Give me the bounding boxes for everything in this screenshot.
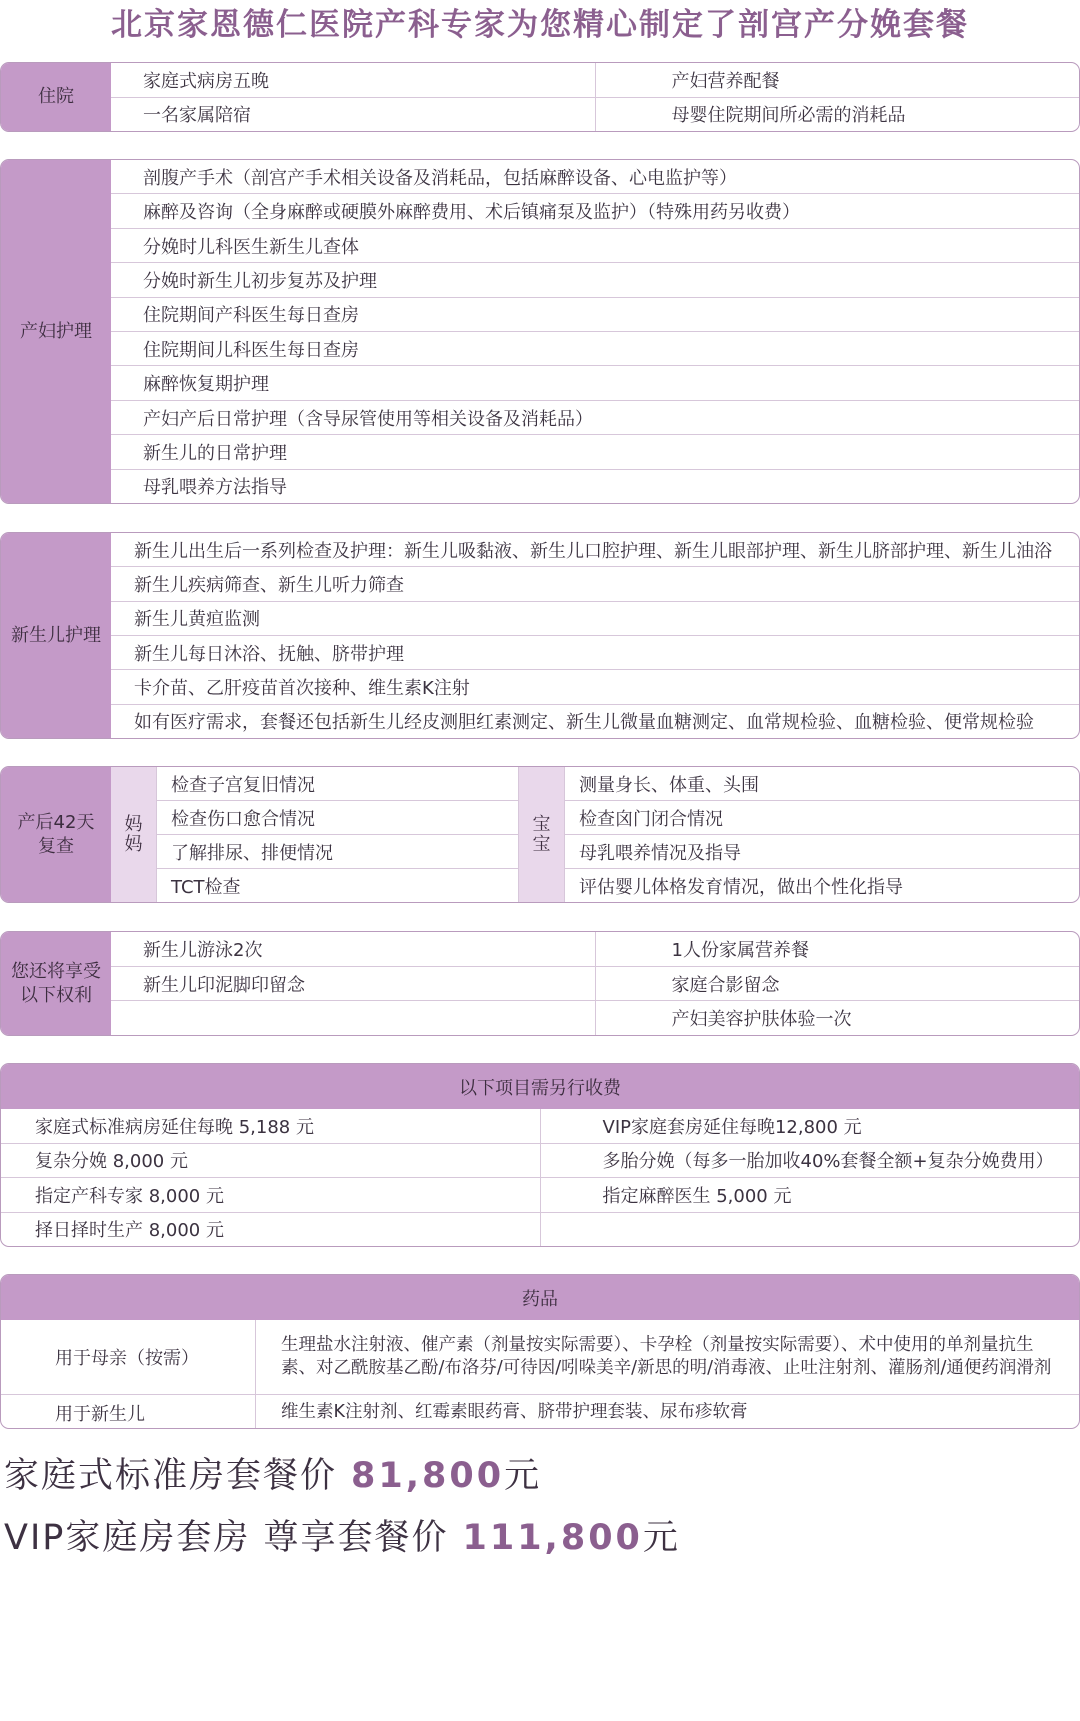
newborn-care-item: 新生儿每日沐浴、抚触、脐带护理 [111,636,1079,670]
vip-package-price [4,1510,680,1560]
hospital-stay-item: 母婴住院期间所必需的消耗品 [671,105,906,127]
maternal-care-item: 母乳喂养方法指导 [143,477,287,499]
medicine-row [1,1395,1079,1429]
vip-price-label: VIP家庭房套房 尊享套餐价 [4,1518,449,1558]
benefit-item: 家庭合影留念 [596,967,1080,1002]
postpartum-checkup-label-line2: 复查 [38,835,74,857]
extra-fee-item [541,1213,1080,1247]
extra-fees-section [0,1063,1080,1247]
standard-price-unit: 元 [504,1456,542,1496]
medicine-row-label: 用于母亲（按需） [1,1320,256,1394]
maternal-care-label: 产妇护理 [1,160,111,503]
medicine-row [1,1320,1079,1395]
newborn-care-item: 卡介苗、乙肝疫苗首次接种、维生素K注射 [111,670,1079,704]
vip-price-value: 111,800 [462,1518,643,1558]
newborn-care-label: 新生儿护理 [1,533,111,738]
extra-fees-header: 以下项目需另行收费 [1,1064,1079,1109]
benefits-label-line1: 您还将享受 [11,960,101,982]
maternal-care-item: 分娩时儿科医生新生儿查体 [111,229,1079,263]
standard-price-label: 家庭式标准房套餐价 [4,1456,338,1496]
benefit-item: 产妇美容护肤体验一次 [671,1009,852,1031]
benefits-section [0,931,1080,1036]
newborn-care-section [0,532,1080,739]
baby-checkup-item: 评估婴儿体格发育情况，做出个性化指导 [579,876,903,898]
extra-fee-item: 家庭式标准病房延住每晚 5,188 元 [1,1109,540,1144]
newborn-care-item: 新生儿疾病筛查、新生儿听力筛查 [111,567,1079,601]
baby-checkup-item: 检查囟门闭合情况 [565,801,1079,835]
mother-checkup-item: 了解排尿、排便情况 [157,835,518,869]
maternal-care-item: 剖腹产手术（剖宫产手术相关设备及消耗品，包括麻醉设备、心电监护等） [111,160,1079,194]
mother-checkup-item: 检查子宫复旧情况 [157,767,518,801]
page-title: 北京家恩德仁医院产科专家为您精心制定了剖宫产分娩套餐 [111,7,969,43]
hospital-stay-section [0,62,1080,132]
benefits-label [1,932,111,1035]
maternal-care-item: 产妇产后日常护理（含导尿管使用等相关设备及消耗品） [111,401,1079,435]
standard-price-value: 81,800 [351,1456,505,1496]
maternal-care-item: 分娩时新生儿初步复苏及护理 [111,263,1079,297]
hospital-stay-item: 一名家属陪宿 [143,105,251,127]
vip-price-unit: 元 [642,1518,680,1558]
benefit-item [111,1001,595,1035]
newborn-care-item: 新生儿黄疸监测 [111,602,1079,636]
hospital-stay-item: 产妇营养配餐 [596,63,1080,98]
benefits-label-line2: 以下权利 [20,984,92,1006]
standard-package-price [4,1448,541,1498]
hospital-stay-label: 住院 [1,63,111,131]
postpartum-checkup-section [0,766,1080,903]
hospital-stay-item: 家庭式病房五晚 [111,63,595,98]
benefit-item: 新生儿印泥脚印留念 [111,967,595,1002]
baby-checkup-item: 测量身长、体重、头围 [565,767,1079,801]
newborn-care-item: 新生儿出生后一系列检查及护理：新生儿吸黏液、新生儿口腔护理、新生儿眼部护理、新生儿脐部护理、新生儿油浴 [111,533,1079,567]
extra-fee-item: 多胎分娩（每多一胎加收40%套餐全额+复杂分娩费用） [541,1144,1080,1179]
extra-fee-item: 指定产科专家 8,000 元 [1,1178,540,1213]
benefit-item: 新生儿游泳2次 [111,932,595,967]
maternal-care-item: 住院期间产科医生每日查房 [111,298,1079,332]
medicine-row-label: 用于新生儿 [1,1395,256,1429]
mother-checkup-item: TCT检查 [171,876,241,898]
newborn-care-item: 如有医疗需求，套餐还包括新生儿经皮测胆红素测定、新生儿微量血糖测定、血常规检验、血糖检验、便常规检验 [134,712,1034,734]
medicine-section [0,1274,1080,1429]
medicine-row-value: 维生素K注射剂、红霉素眼药膏、脐带护理套装、尿布疹软膏 [281,1401,748,1422]
mother-label-text: 妈妈 [124,813,143,855]
baby-label-text: 宝宝 [532,813,551,855]
benefit-item: 1人份家属营养餐 [596,932,1080,967]
postpartum-checkup-label [1,767,111,902]
baby-checkup-group [519,767,1079,902]
extra-fee-item: VIP家庭套房延住每晚12,800 元 [541,1109,1080,1144]
maternal-care-item: 新生儿的日常护理 [111,435,1079,469]
maternal-care-item: 麻醉及咨询（全身麻醉或硬膜外麻醉费用、术后镇痛泵及监护）（特殊用药另收费） [111,194,1079,228]
maternal-care-item: 住院期间儿科医生每日查房 [111,332,1079,366]
medicine-header: 药品 [1,1275,1079,1320]
maternal-care-section [0,159,1080,504]
baby-checkup-item: 母乳喂养情况及指导 [565,835,1079,869]
extra-fee-item: 复杂分娩 8,000 元 [1,1144,540,1179]
postpartum-checkup-label-line1: 产后42天 [17,811,95,833]
mother-checkup-item: 检查伤口愈合情况 [157,801,518,835]
baby-label [519,767,565,902]
extra-fee-item: 指定麻醉医生 5,000 元 [541,1178,1080,1213]
medicine-row-value: 生理盐水注射液、催产素（剂量按实际需要）、卡孕栓（剂量按实际需要）、术中使用的单剂量抗生素、对乙酰胺基乙酚/布洛芬/可待因/吲哚美辛/新思的明/消毒液、止吐注射剂、灌肠剂/通便药润滑剂 [281,1334,1052,1378]
mother-label [111,767,157,902]
extra-fee-item: 择日择时生产 8,000 元 [35,1220,224,1242]
maternal-care-item: 麻醉恢复期护理 [111,366,1079,400]
mother-checkup-group [111,767,519,902]
